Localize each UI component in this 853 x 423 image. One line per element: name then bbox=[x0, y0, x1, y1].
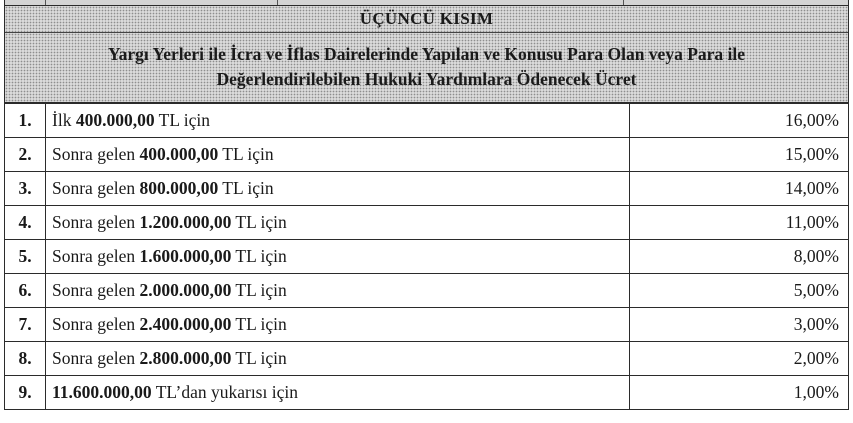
bracket-prefix: Sonra gelen bbox=[52, 212, 140, 232]
row-number: 2. bbox=[5, 138, 46, 172]
bracket-prefix: Sonra gelen bbox=[52, 348, 140, 368]
fee-rate: 15,00% bbox=[630, 138, 849, 172]
fee-rate: 16,00% bbox=[630, 104, 849, 138]
table-row bbox=[5, 308, 849, 342]
table-row bbox=[5, 172, 849, 206]
bracket-amount: 11.600.000,00 bbox=[52, 382, 152, 402]
bracket-prefix: Sonra gelen bbox=[52, 178, 140, 198]
section-title-row bbox=[5, 6, 848, 33]
bracket-prefix: İlk bbox=[52, 110, 76, 130]
bracket-description bbox=[46, 274, 630, 308]
bracket-description bbox=[46, 172, 630, 206]
bracket-description bbox=[46, 138, 630, 172]
row-number: 8. bbox=[5, 342, 46, 376]
bracket-suffix: TL’dan yukarısı için bbox=[151, 382, 298, 402]
bracket-suffix: TL için bbox=[231, 314, 287, 334]
section-title: ÜÇÜNCÜ KISIM bbox=[359, 9, 494, 28]
fee-rate: 1,00% bbox=[630, 376, 849, 410]
fee-schedule-page bbox=[4, 0, 849, 420]
row-number: 7. bbox=[5, 308, 46, 342]
bracket-amount: 2.800.000,00 bbox=[139, 348, 232, 368]
table-row bbox=[5, 206, 849, 240]
bracket-description bbox=[46, 376, 630, 410]
bracket-suffix: TL için bbox=[231, 246, 287, 266]
row-number: 1. bbox=[5, 104, 46, 138]
fee-rate: 11,00% bbox=[630, 206, 849, 240]
bracket-prefix: Sonra gelen bbox=[52, 246, 140, 266]
fee-rate: 8,00% bbox=[630, 240, 849, 274]
bracket-description bbox=[46, 206, 630, 240]
table-row bbox=[5, 342, 849, 376]
table-row bbox=[5, 274, 849, 308]
fee-table bbox=[4, 103, 849, 410]
bracket-amount: 400.000,00 bbox=[75, 110, 155, 130]
bracket-amount: 400.000,00 bbox=[139, 144, 219, 164]
table-row bbox=[5, 376, 849, 410]
bracket-prefix: Sonra gelen bbox=[52, 280, 140, 300]
bracket-suffix: TL için bbox=[231, 280, 287, 300]
bracket-description bbox=[46, 104, 630, 138]
bracket-description bbox=[46, 342, 630, 376]
bracket-amount: 800.000,00 bbox=[139, 178, 219, 198]
bracket-prefix: Sonra gelen bbox=[52, 144, 140, 164]
bracket-description bbox=[46, 240, 630, 274]
fee-rate: 2,00% bbox=[630, 342, 849, 376]
bracket-suffix: TL için bbox=[231, 212, 287, 232]
table-row bbox=[5, 138, 849, 172]
bracket-prefix: Sonra gelen bbox=[52, 314, 140, 334]
section-header bbox=[4, 5, 849, 103]
row-number: 3. bbox=[5, 172, 46, 206]
fee-table-body bbox=[5, 104, 849, 410]
subtitle-line-1: Yargı Yerleri ile İcra ve İflas Dairelerinde Yapılan ve Konusu Para Olan veya Para ile bbox=[107, 44, 746, 64]
bracket-suffix: TL için bbox=[231, 348, 287, 368]
bracket-amount: 1.600.000,00 bbox=[139, 246, 232, 266]
table-row bbox=[5, 104, 849, 138]
row-number: 6. bbox=[5, 274, 46, 308]
bracket-suffix: TL için bbox=[218, 178, 274, 198]
fee-rate: 3,00% bbox=[630, 308, 849, 342]
bracket-suffix: TL için bbox=[154, 110, 210, 130]
fee-rate: 5,00% bbox=[630, 274, 849, 308]
row-number: 4. bbox=[5, 206, 46, 240]
bracket-amount: 1.200.000,00 bbox=[139, 212, 232, 232]
section-subtitle bbox=[5, 42, 848, 92]
subtitle-line-2: Değerlendirilebilen Hukuki Yardımlara Ödenecek Ücret bbox=[216, 69, 637, 89]
fee-rate: 14,00% bbox=[630, 172, 849, 206]
row-number: 5. bbox=[5, 240, 46, 274]
bracket-suffix: TL için bbox=[218, 144, 274, 164]
bracket-amount: 2.000.000,00 bbox=[139, 280, 232, 300]
table-row bbox=[5, 240, 849, 274]
bracket-amount: 2.400.000,00 bbox=[139, 314, 232, 334]
bracket-description bbox=[46, 308, 630, 342]
row-number: 9. bbox=[5, 376, 46, 410]
